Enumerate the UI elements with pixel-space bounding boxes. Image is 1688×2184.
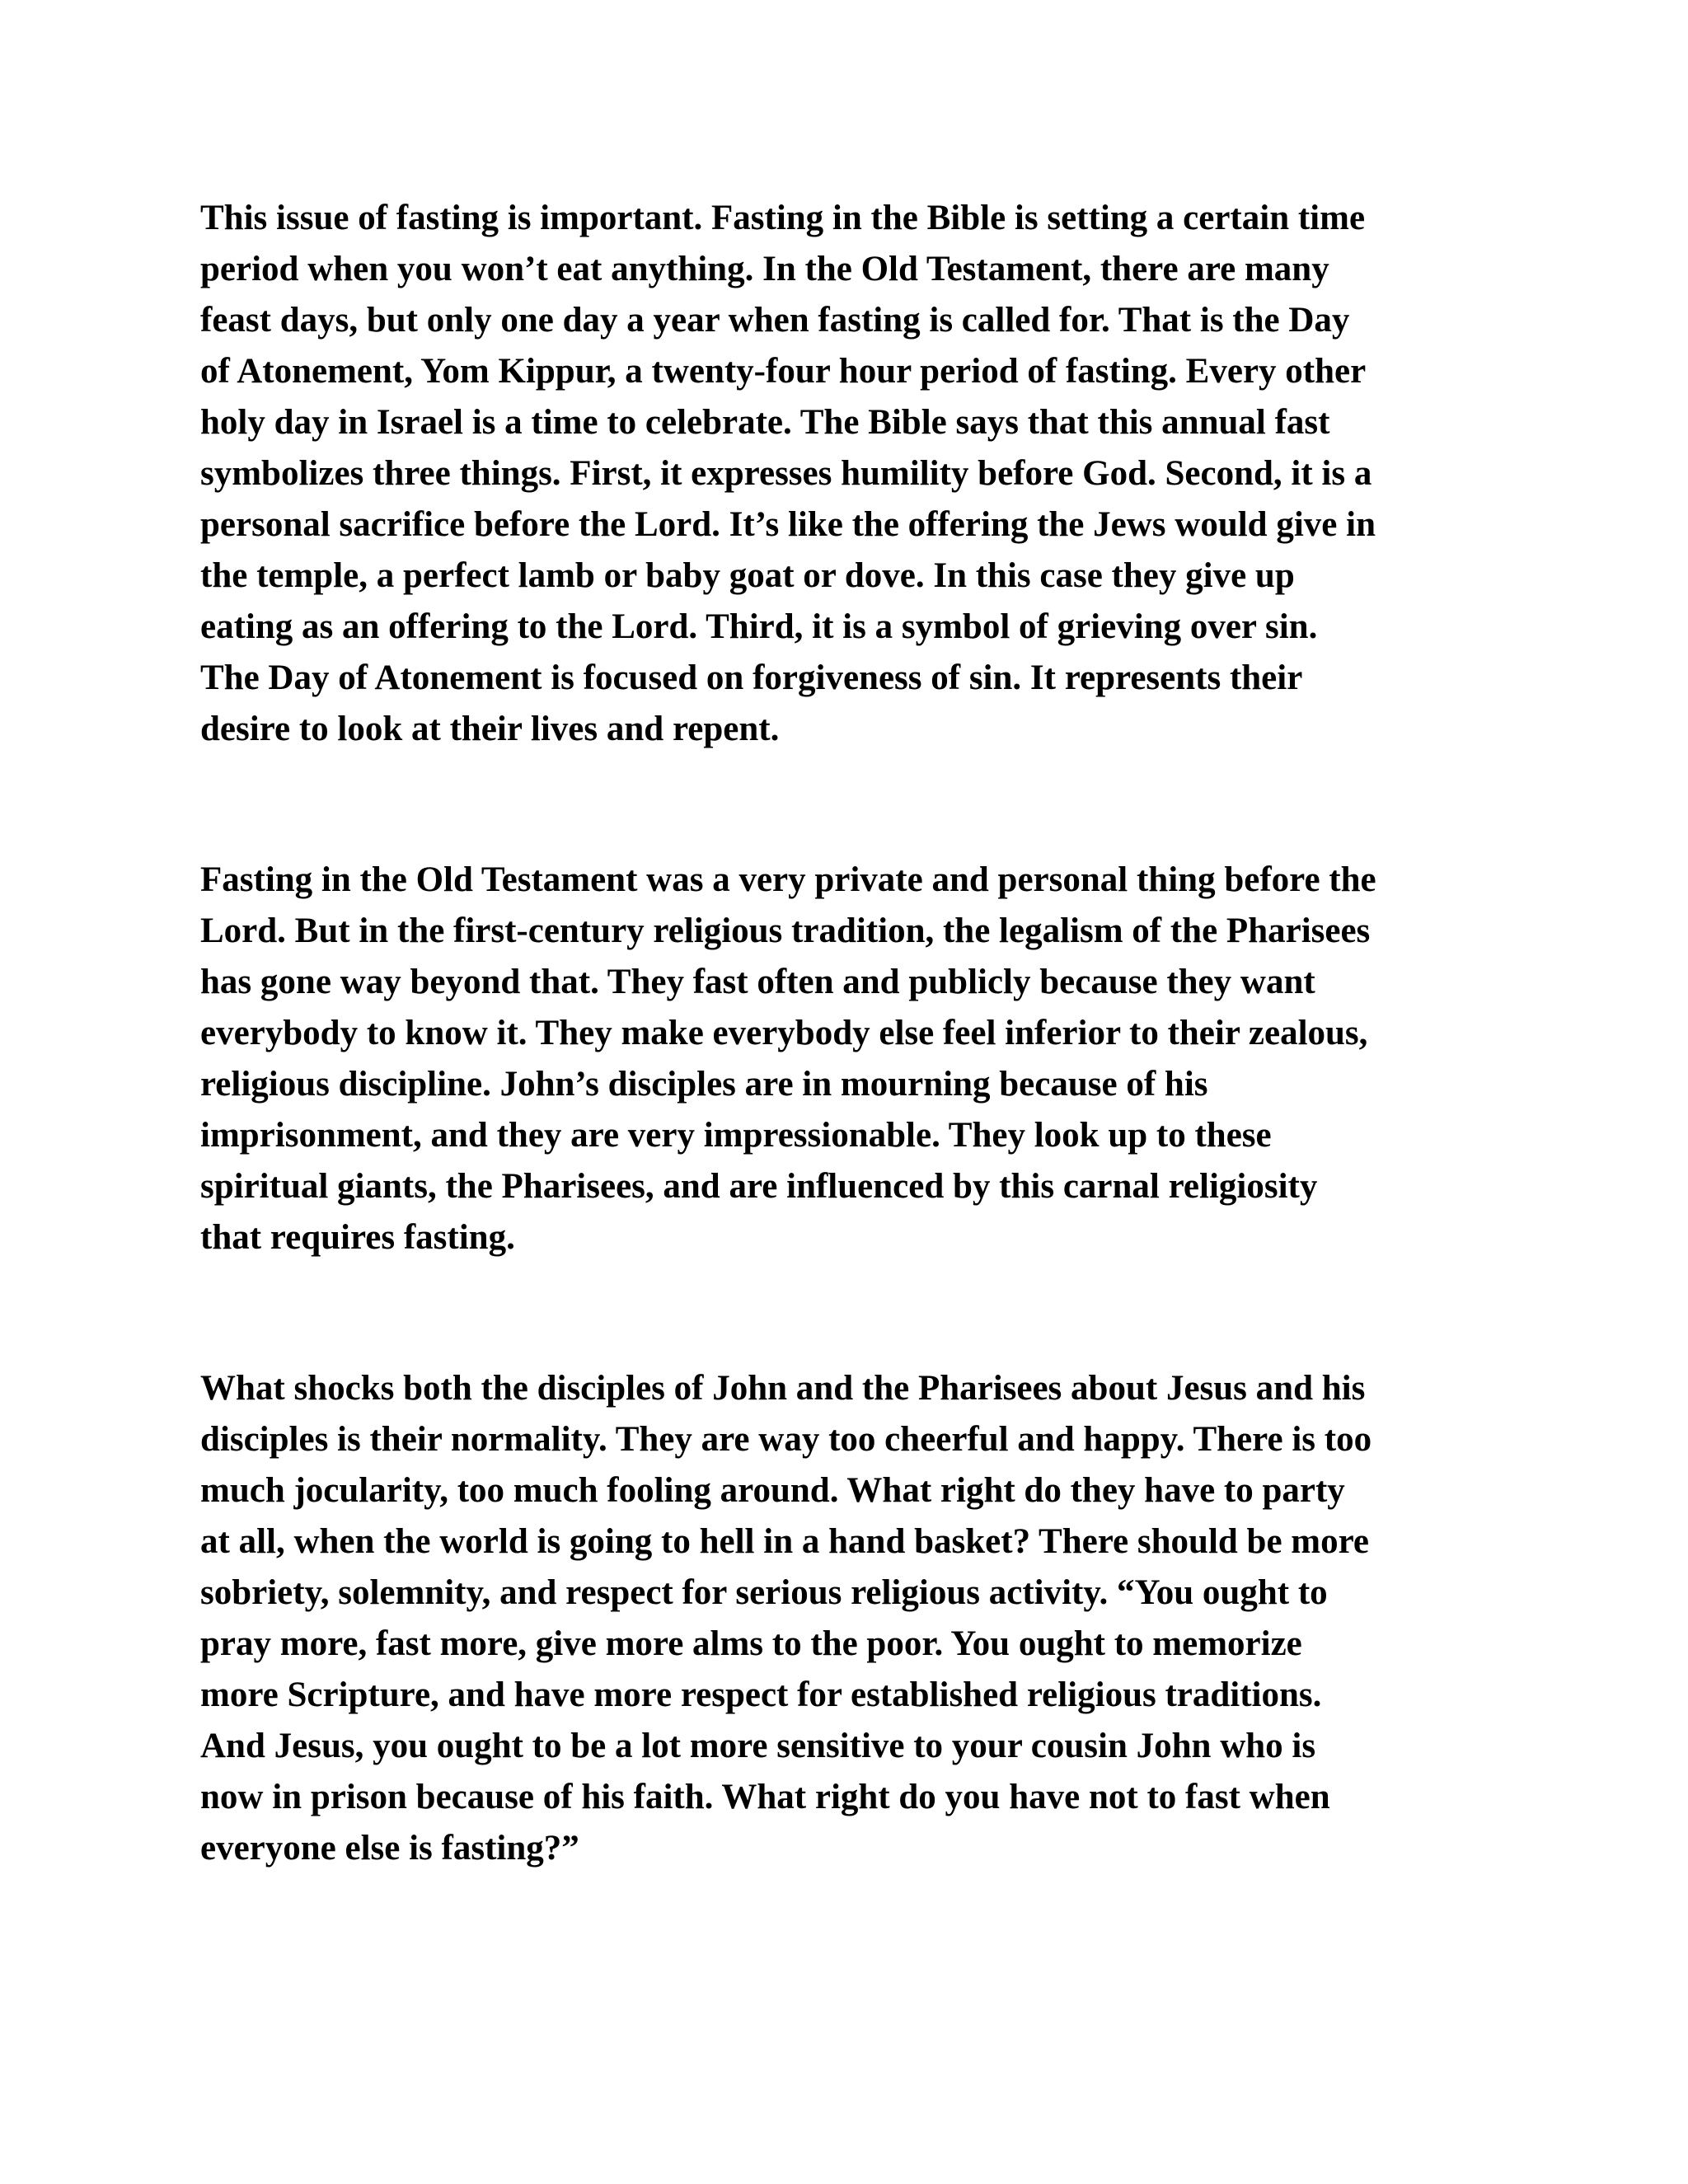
text-line: desire to look at their lives and repent. (200, 710, 780, 748)
text-line: at all, when the world is going to hell in a hand basket? There should be more (200, 1522, 1370, 1561)
text-line: And Jesus, you ought to be a lot more sensitive to your cousin John who is (200, 1727, 1316, 1765)
text-line: spiritual giants, the Pharisees, and are influenced by this carnal religiosity (200, 1167, 1318, 1206)
text-line: This issue of fasting is important. Fasting in the Bible is setting a certain time (200, 199, 1366, 237)
text-line: that requires fasting. (200, 1218, 515, 1257)
text-line: period when you won’t eat anything. In the Old Testament, there are many (200, 250, 1329, 288)
text-line: more Scripture, and have more respect for established religious traditions. (200, 1675, 1322, 1714)
paragraph-fasting-bible (200, 193, 1519, 755)
text-line: imprisonment, and they are very impressionable. They look up to these (200, 1116, 1272, 1155)
text-line: personal sacrifice before the Lord. It’s like the offering the Jews would give in (200, 505, 1376, 544)
text-line: The Day of Atonement is focused on forgiveness of sin. It represents their (200, 658, 1303, 697)
text-line: What shocks both the disciples of John and the Pharisees about Jesus and his (200, 1369, 1366, 1408)
text-line: religious discipline. John’s disciples are in mourning because of his (200, 1065, 1208, 1104)
text-line: much jocularity, too much fooling around. What right do they have to party (200, 1471, 1345, 1510)
text-line: everybody to know it. They make everybody else feel inferior to their zealous, (200, 1014, 1368, 1052)
text-line: eating as an offering to the Lord. Third, it is a symbol of grieving over sin. (200, 607, 1318, 646)
text-line: of Atonement, Yom Kippur, a twenty-four hour period of fasting. Every other (200, 352, 1367, 391)
paragraph-pharisees-legalism (200, 855, 1519, 1263)
text-line: Fasting in the Old Testament was a very private and personal thing before the (200, 860, 1376, 899)
text-line: holy day in Israel is a time to celebrate. The Bible says that this annual fast (200, 403, 1330, 442)
text-line: disciples is their normality. They are way too cheerful and happy. There is too (200, 1420, 1372, 1459)
text-line: feast days, but only one day a year when fasting is called for. That is the Day (200, 301, 1350, 340)
text-line: pray more, fast more, give more alms to the poor. You ought to memorize (200, 1624, 1302, 1663)
text-line: everyone else is fasting?” (200, 1829, 579, 1868)
text-line: symbolizes three things. First, it expresses humility before God. Second, it is a (200, 454, 1372, 493)
text-line: the temple, a perfect lamb or baby goat or dove. In this case they give up (200, 556, 1295, 595)
paragraph-jesus-disciples (200, 1363, 1519, 1874)
text-line: Lord. But in the first-century religious tradition, the legalism of the Pharisees (200, 912, 1371, 950)
text-line: has gone way beyond that. They fast often and publicly because they want (200, 963, 1315, 1001)
text-line: now in prison because of his faith. What right do you have not to fast when (200, 1778, 1330, 1816)
text-line: sobriety, solemnity, and respect for serious religious activity. “You ought to (200, 1573, 1328, 1612)
